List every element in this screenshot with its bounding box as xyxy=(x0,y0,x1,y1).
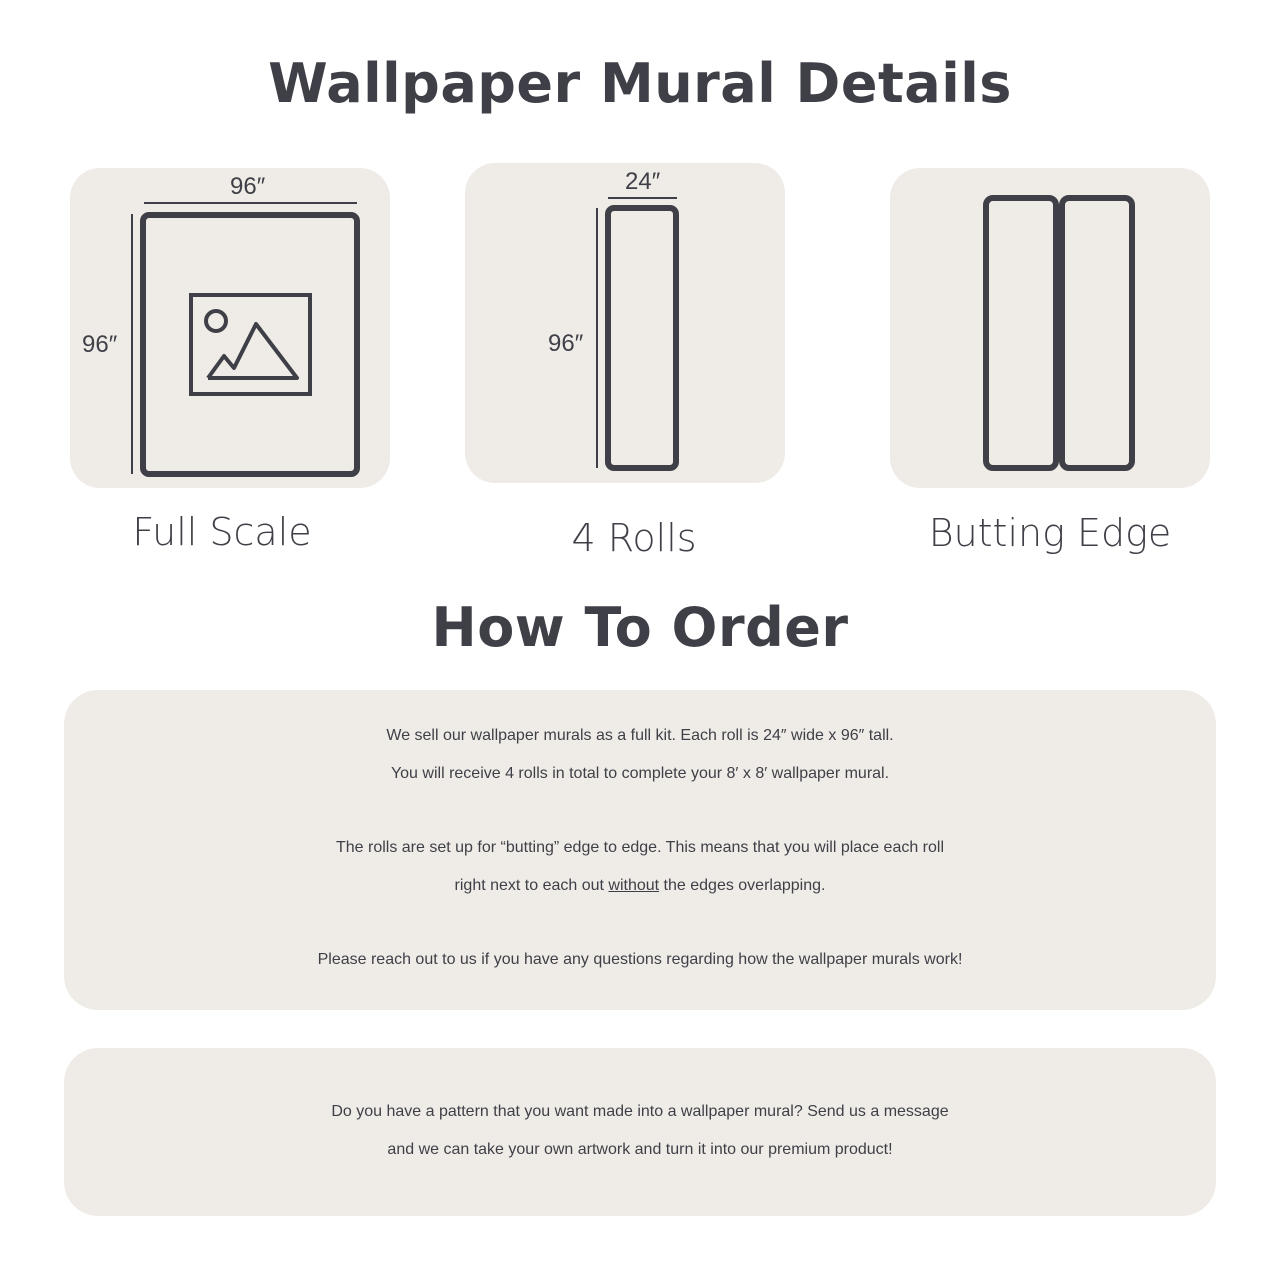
butting-edge-caption: Butting Edge xyxy=(928,511,1172,555)
left-panel xyxy=(986,198,1056,468)
height-label: 96″ xyxy=(548,330,584,357)
how-to-order-panel xyxy=(64,690,1216,1010)
roll-diagram xyxy=(465,163,785,483)
width-label: 24″ xyxy=(625,168,661,195)
custom-text-line-2: and we can take your own artwork and turn it into our premium product! xyxy=(387,1141,893,1158)
right-panel xyxy=(1062,198,1132,468)
rolls-card xyxy=(465,163,785,483)
order-text-line-4-end: the edges overlapping. xyxy=(659,877,826,894)
rolls-caption: 4 Rolls xyxy=(571,516,697,560)
custom-text-line-1: Do you have a pattern that you want made into a wallpaper mural? Send us a message xyxy=(331,1103,949,1120)
order-text-line-3: The rolls are set up for “butting” edge to edge. This means that you will place each roll xyxy=(335,839,945,856)
order-text-line-5: Please reach out to us if you have any questions regarding how the wallpaper murals work! xyxy=(317,951,963,968)
full-scale-caption: Full Scale xyxy=(132,510,312,554)
butting-panels-icon xyxy=(890,168,1210,488)
image-placeholder-icon xyxy=(191,295,310,394)
butting-edge-card xyxy=(890,168,1210,488)
order-text-line-4 xyxy=(64,867,1216,905)
emphasis-without: without xyxy=(608,877,660,894)
full-scale-diagram xyxy=(70,168,390,488)
order-text-line-2: You will receive 4 rolls in total to complete your 8′ x 8′ wallpaper mural. xyxy=(390,765,890,782)
page-title: Wallpaper Mural Details xyxy=(268,52,1012,115)
order-text-line-1: We sell our wallpaper murals as a full kit. Each roll is 24″ wide x 96″ tall. xyxy=(386,727,894,744)
height-label: 96″ xyxy=(82,331,118,358)
section-title: How To Order xyxy=(431,596,849,659)
order-text-line-4-start: right next to each out xyxy=(454,877,609,894)
roll-panel-icon xyxy=(608,208,676,468)
full-scale-card xyxy=(70,168,390,488)
width-label: 96″ xyxy=(230,173,266,200)
custom-artwork-panel xyxy=(64,1048,1216,1216)
mural-outline xyxy=(143,215,357,474)
